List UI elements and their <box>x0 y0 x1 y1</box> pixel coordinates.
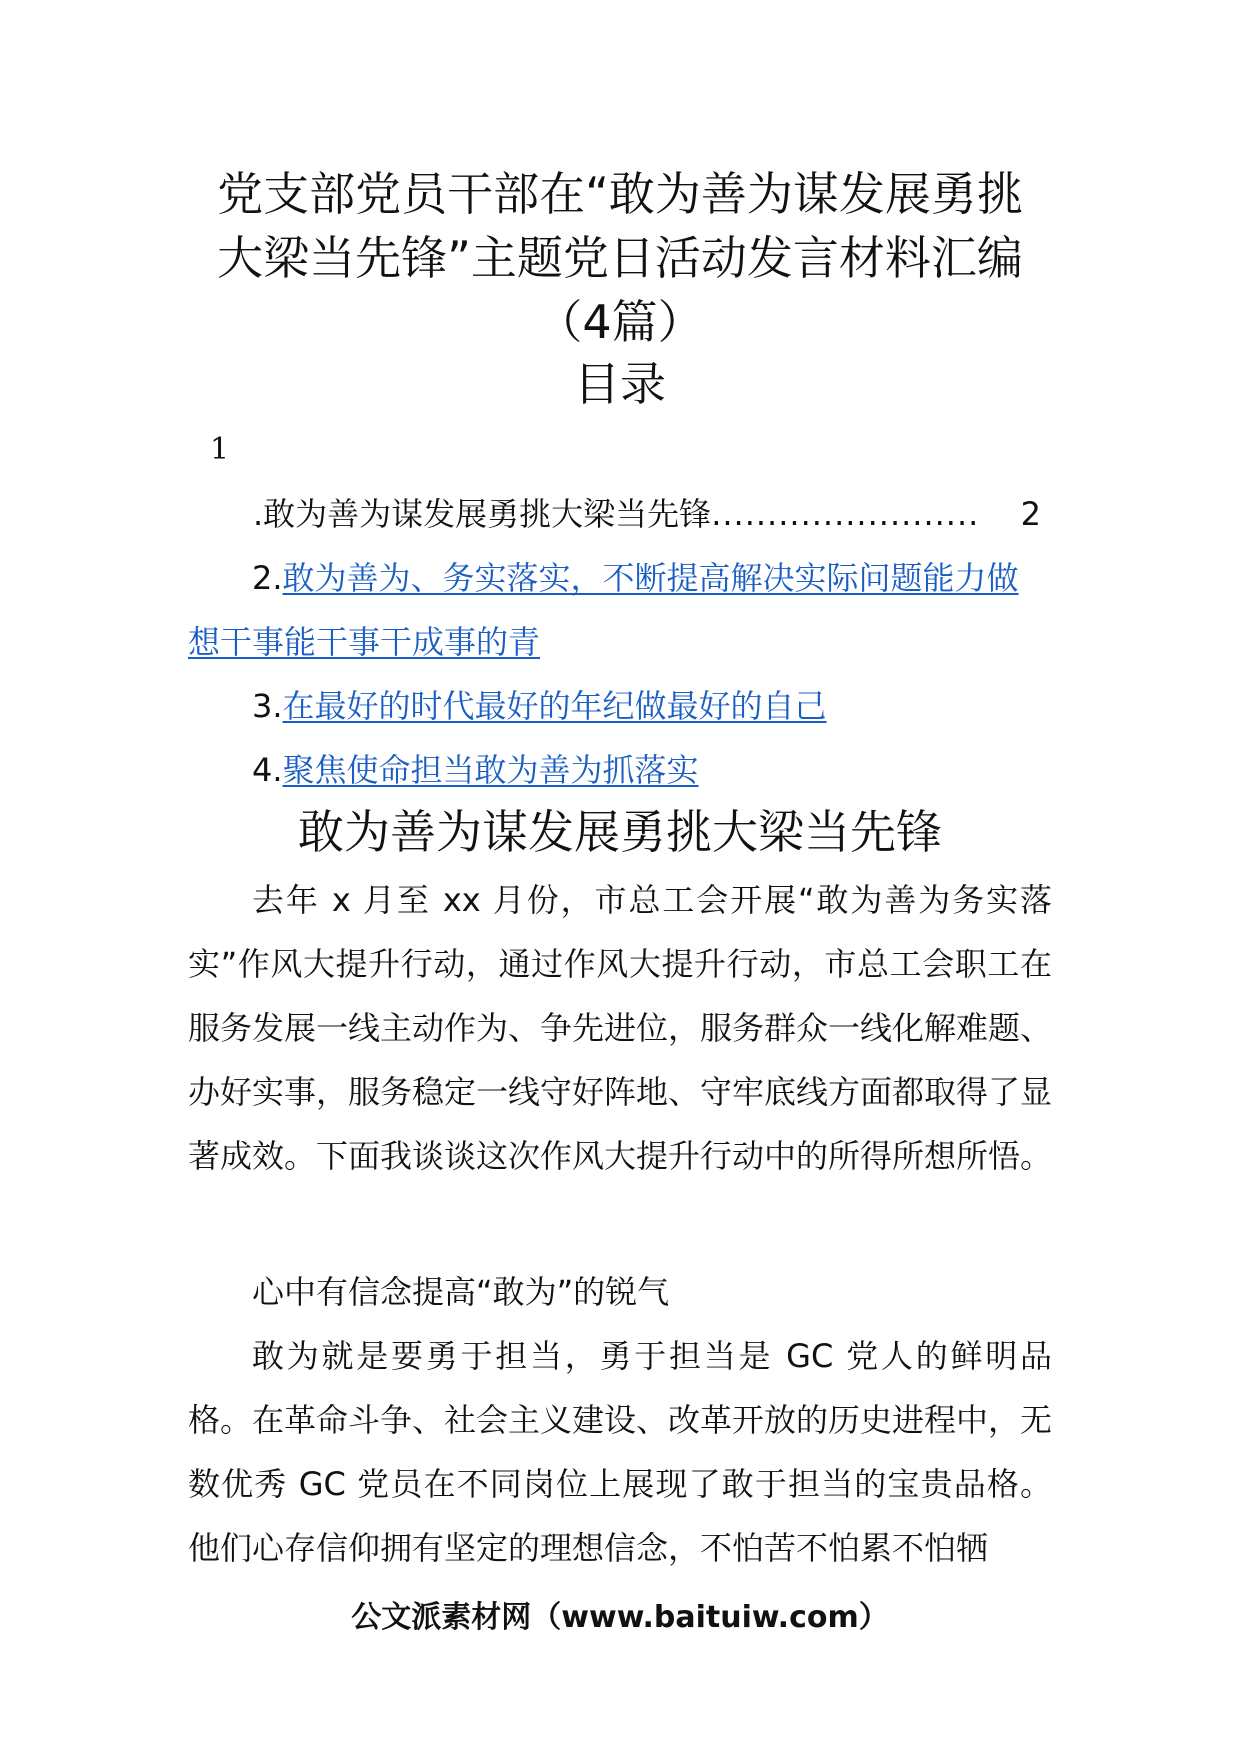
toc-entry-1-page: 2 <box>1020 495 1041 533</box>
toc-entry-2-link[interactable]: 敢为善为、务实落实，不断提高解决实际问题能力做 <box>282 559 1019 597</box>
toc-entry-3-number: 3. <box>252 687 283 725</box>
toc-entry-3[interactable] <box>188 674 1048 738</box>
section-title: 敢为善为谋发展勇挑大梁当先锋 <box>298 805 942 859</box>
title-line-3: （4篇） <box>536 295 704 349</box>
toc-entry-1-text: .敢为善为谋发展勇挑大梁当先锋 <box>253 495 712 533</box>
toc-entry-2[interactable] <box>188 546 1048 674</box>
paragraph-body: 敢为就是要勇于担当，勇于担当是 GC 党人的鲜明品格。在革命斗争、社会主义建设、改革开放的历史进程中，无数优秀 GC 党员在不同岗位上展现了敢于担当的宝贵品格。他们心存信仰拥有坚定的理想信念，不怕苦不怕累不怕牺 <box>188 1337 1053 1567</box>
toc-marker: 1 <box>210 432 230 467</box>
paragraph-subheading: 心中有信念提高“敢为”的锐气 <box>252 1273 670 1311</box>
toc-heading: 目录 <box>574 357 666 411</box>
toc-entry-2-link-cont[interactable]: 想干事能干事干成事的青 <box>188 623 541 661</box>
document-title <box>160 162 1080 354</box>
toc-entry-4-link[interactable]: 聚焦使命担当敢为善为抓落实 <box>282 751 699 789</box>
title-line-1: 党支部党员干部在“敢为善为谋发展勇挑 <box>217 167 1023 221</box>
toc-entry-3-link[interactable]: 在最好的时代最好的年纪做最好的自己 <box>282 687 827 725</box>
toc-entry-1-leader: ........................ <box>711 495 980 533</box>
toc-entry-2-number: 2. <box>252 559 283 597</box>
toc-entry-1[interactable] <box>253 482 1041 546</box>
paragraph-intro: 去年 x 月至 xx 月份，市总工会开展“敢为善为务实落实”作风大提升行动，通过作风大提升行动，市总工会职工在服务发展一线主动作为、争先进位，服务群众一线化解难题、办好实事，服务稳定一线守好阵地、守牢底线方面都取得了显著成效。下面我谈谈这次作风大提升行动中的所得所想所悟。 <box>188 881 1053 1175</box>
footer-source: 公文派素材网（www.baituiw.com） <box>351 1600 889 1635</box>
title-line-2: 大梁当先锋”主题党日活动发言材料汇编 <box>217 231 1023 285</box>
toc-entry-4-number: 4. <box>252 751 283 789</box>
toc-entry-4[interactable] <box>188 738 1048 802</box>
